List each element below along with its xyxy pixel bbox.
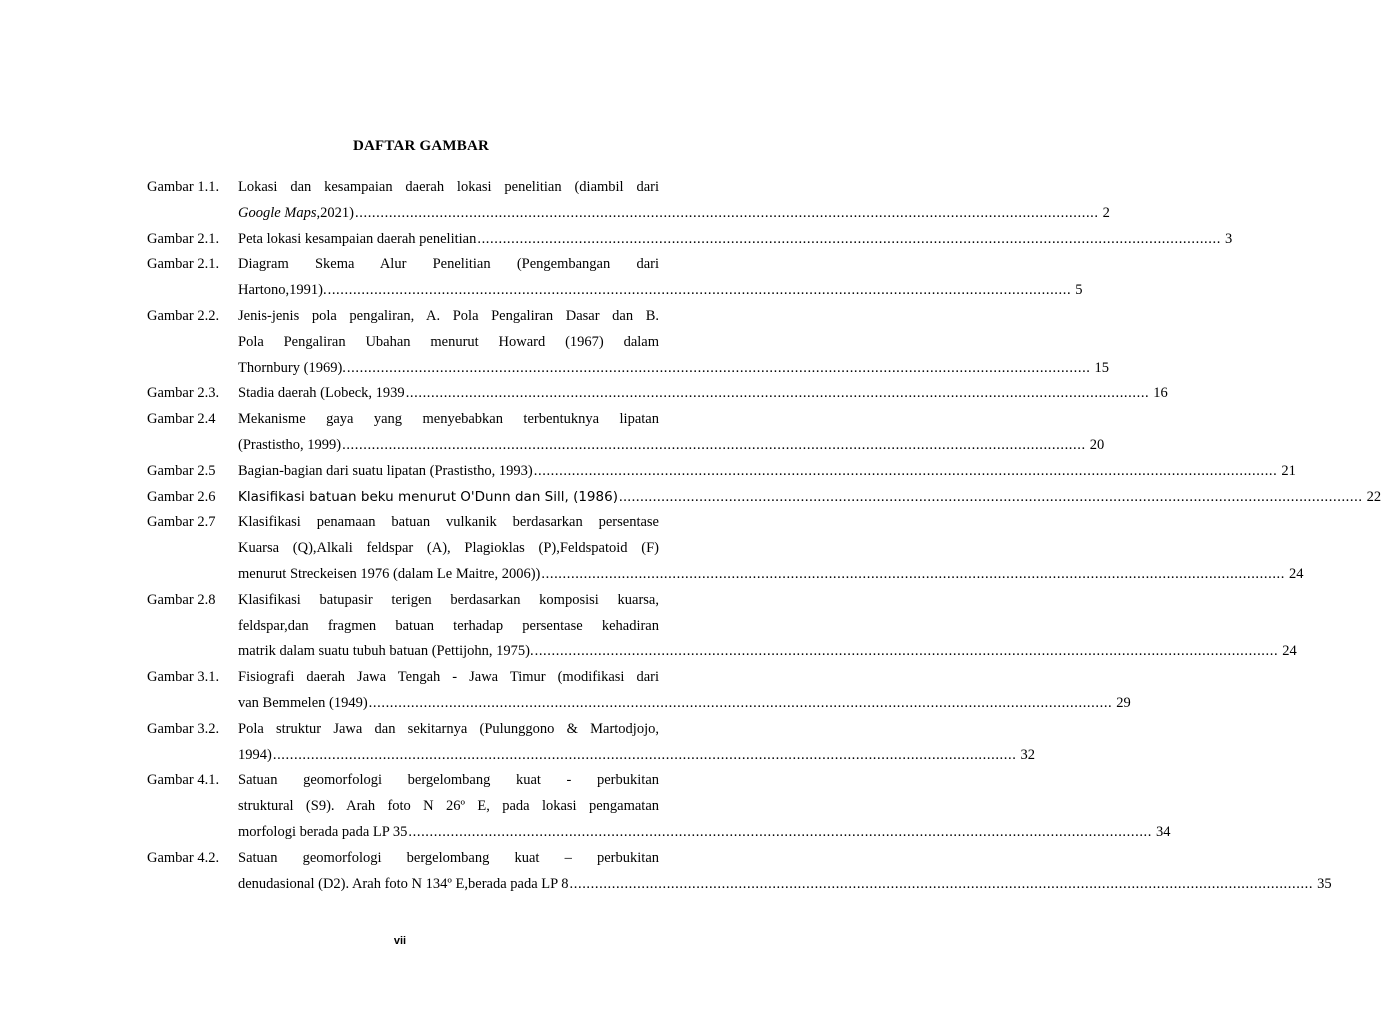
figure-number: Gambar 2.2.	[147, 307, 220, 324]
figure-entry	[147, 485, 1381, 511]
caption-last-line	[238, 691, 1131, 717]
figure-number: Gambar 2.3.	[147, 385, 220, 402]
caption-text	[238, 433, 341, 459]
figure-entry	[147, 665, 1131, 717]
caption-text-segment: Thornbury (1969).	[238, 359, 346, 376]
caption-line: Lokasi dan kesampaian daerah lokasi penelitian (diambil dari	[238, 179, 659, 195]
figure-entry	[147, 407, 1105, 459]
caption-last-line	[238, 459, 1296, 485]
page-reference: 2	[1102, 204, 1110, 221]
caption-text	[238, 691, 368, 717]
dot-leader: ................................................................................................................................................................................	[618, 488, 1363, 505]
dot-leader: ................................................................................................................................................................................	[346, 359, 1091, 376]
figure-caption	[238, 768, 1171, 845]
caption-last-line	[238, 433, 1105, 459]
caption-text-segment: matrik dalam suatu tubuh batuan (Pettijohn, 1975).	[238, 643, 534, 660]
caption-text	[238, 381, 405, 407]
dot-leader: ................................................................................................................................................................................	[355, 204, 1099, 221]
page-reference: 24	[1289, 565, 1304, 582]
caption-text-segment: Peta lokasi kesampaian daerah penelitian	[238, 230, 477, 247]
figure-entry	[147, 227, 1233, 253]
caption-text-segment: Stadia daerah (Lobeck, 1939	[238, 385, 405, 402]
figure-caption	[238, 175, 1110, 227]
caption-text	[238, 743, 272, 769]
caption-alt-font-text: Klasifikasi batuan beku menurut O'Dunn dan Sill, (1986)	[238, 488, 618, 505]
caption-text	[238, 639, 534, 665]
figure-caption	[238, 846, 1332, 898]
caption-text-segment: Hartono,1991).	[238, 282, 327, 299]
figure-number: Gambar 1.1.	[147, 179, 220, 195]
figure-number: Gambar 2.5	[147, 462, 216, 479]
caption-line: Kuarsa (Q),Alkali feldspar (A), Plagioklas (P),Feldspatoid (F)	[238, 540, 659, 557]
figure-entry	[147, 717, 1035, 769]
page-reference: 21	[1281, 462, 1296, 479]
dot-leader: ................................................................................................................................................................................	[569, 875, 1314, 892]
figure-entry	[147, 510, 1304, 587]
caption-last-line	[238, 278, 1083, 304]
figure-number: Gambar 2.1.	[147, 230, 220, 247]
page-reference: 3	[1224, 230, 1233, 247]
caption-line: Pola struktur Jawa dan sekitarnya (Pulunggono & Martodjojo,	[238, 720, 659, 737]
caption-last-line	[238, 485, 1381, 511]
dot-leader: ................................................................................................................................................................................	[541, 565, 1285, 582]
caption-text	[238, 459, 533, 485]
caption-text-segment: menurut Streckeisen 1976 (dalam Le Maitre, 2006))	[238, 565, 541, 582]
dot-leader: ................................................................................................................................................................................	[477, 230, 1221, 247]
caption-line: Jenis-jenis pola pengaliran, A. Pola Pengaliran Dasar dan B.	[238, 307, 659, 324]
figure-entry	[147, 252, 1083, 304]
figure-caption	[238, 252, 1083, 304]
caption-last-line	[238, 356, 1110, 382]
figure-entry	[147, 459, 1296, 485]
caption-text	[238, 562, 540, 588]
dot-leader: ................................................................................................................................................................................	[408, 823, 1152, 840]
page-reference: 20	[1089, 436, 1105, 453]
dot-leader: ................................................................................................................................................................................	[533, 462, 1278, 479]
figure-number: Gambar 2.7	[147, 514, 216, 531]
caption-text	[238, 872, 569, 898]
figure-caption	[238, 304, 1110, 381]
figure-entry	[147, 768, 1171, 845]
caption-text-segment: (Prastistho, 1999)	[238, 436, 342, 453]
caption-text-segment: denudasional (D2). Arah foto N 134º E,berada pada LP 8	[238, 875, 569, 892]
caption-italic-text: Google Maps	[238, 204, 317, 221]
figure-caption	[238, 381, 1168, 407]
caption-text	[238, 485, 618, 511]
caption-text-segment: morfologi berada pada LP 35	[238, 823, 408, 840]
page-reference: 15	[1094, 359, 1110, 376]
figure-list	[147, 175, 1381, 897]
figure-caption	[238, 510, 1304, 587]
figure-entry	[147, 175, 1110, 227]
caption-line: feldspar,dan fragmen batuan terhadap persentase kehadiran	[238, 617, 659, 634]
caption-text	[238, 356, 346, 382]
figure-caption	[238, 485, 1381, 511]
caption-last-line	[238, 381, 1168, 407]
caption-line: struktural (S9). Arah foto N 26º E, pada lokasi pengamatan	[238, 798, 659, 815]
figure-number: Gambar 2.1.	[147, 256, 220, 273]
caption-line: Satuan geomorfologi bergelombang kuat - perbukitan	[238, 772, 659, 789]
caption-line: Satuan geomorfologi bergelombang kuat – perbukitan	[238, 849, 659, 866]
dot-leader: ................................................................................................................................................................................	[405, 385, 1150, 402]
dot-leader: ................................................................................................................................................................................	[534, 643, 1279, 660]
page-reference: 22	[1366, 488, 1381, 505]
figure-number: Gambar 3.1.	[147, 669, 220, 686]
caption-last-line	[238, 201, 1110, 227]
figure-number: Gambar 4.2.	[147, 849, 220, 866]
figure-caption	[238, 407, 1105, 459]
caption-text-segment: ,2021)	[316, 204, 355, 221]
figure-caption	[238, 459, 1296, 485]
caption-line: Diagram Skema Alur Penelitian (Pengembangan dari	[238, 256, 659, 273]
caption-last-line	[238, 743, 1035, 769]
figure-entry	[147, 846, 1332, 898]
caption-line: Pola Pengaliran Ubahan menurut Howard (1967) dalam	[238, 333, 659, 350]
page-reference: 34	[1156, 823, 1171, 840]
caption-last-line	[238, 872, 1332, 898]
caption-text	[238, 820, 407, 846]
figure-caption	[238, 717, 1035, 769]
caption-last-line	[238, 562, 1304, 588]
page-reference: 24	[1282, 643, 1297, 660]
figure-number: Gambar 2.4	[147, 411, 216, 428]
figure-entry	[147, 588, 1297, 665]
caption-text	[238, 278, 327, 304]
figure-number: Gambar 2.8	[147, 591, 216, 608]
page-reference: 16	[1153, 385, 1168, 402]
caption-text	[238, 227, 476, 253]
page-reference: 32	[1020, 746, 1035, 763]
page-number: vii	[393, 935, 407, 947]
caption-line: Klasifikasi batupasir terigen berdasarkan komposisi kuarsa,	[238, 591, 659, 608]
caption-text	[238, 201, 354, 227]
caption-last-line	[238, 227, 1233, 253]
figure-caption	[238, 665, 1131, 717]
caption-text-segment: 1994)	[238, 746, 272, 763]
dot-leader: ................................................................................................................................................................................	[342, 436, 1086, 453]
figure-number: Gambar 3.2.	[147, 720, 220, 737]
caption-line: Klasifikasi penamaan batuan vulkanik berdasarkan persentase	[238, 514, 659, 531]
figure-entry	[147, 304, 1110, 381]
caption-last-line	[238, 820, 1171, 846]
caption-last-line	[238, 639, 1297, 665]
caption-line: Fisiografi daerah Jawa Tengah - Jawa Timur (modifikasi dari	[238, 669, 659, 686]
page-heading: DAFTAR GAMBAR	[352, 138, 490, 154]
page-reference: 35	[1317, 875, 1332, 892]
page-reference: 29	[1116, 694, 1131, 711]
figure-number: Gambar 2.6	[147, 488, 216, 505]
figure-caption	[238, 227, 1233, 253]
figure-caption	[238, 588, 1297, 665]
caption-text-segment: van Bemmelen (1949)	[238, 694, 368, 711]
page-reference: 5	[1075, 282, 1083, 299]
caption-text-segment: Bagian-bagian dari suatu lipatan (Prastistho, 1993)	[238, 462, 533, 479]
dot-leader: ................................................................................................................................................................................	[272, 746, 1017, 763]
caption-line: Mekanisme gaya yang menyebabkan terbentuknya lipatan	[238, 411, 659, 428]
figure-number: Gambar 4.1.	[147, 772, 220, 789]
figure-entry	[147, 381, 1168, 407]
dot-leader: ................................................................................................................................................................................	[368, 694, 1113, 711]
dot-leader: ................................................................................................................................................................................	[327, 282, 1072, 299]
